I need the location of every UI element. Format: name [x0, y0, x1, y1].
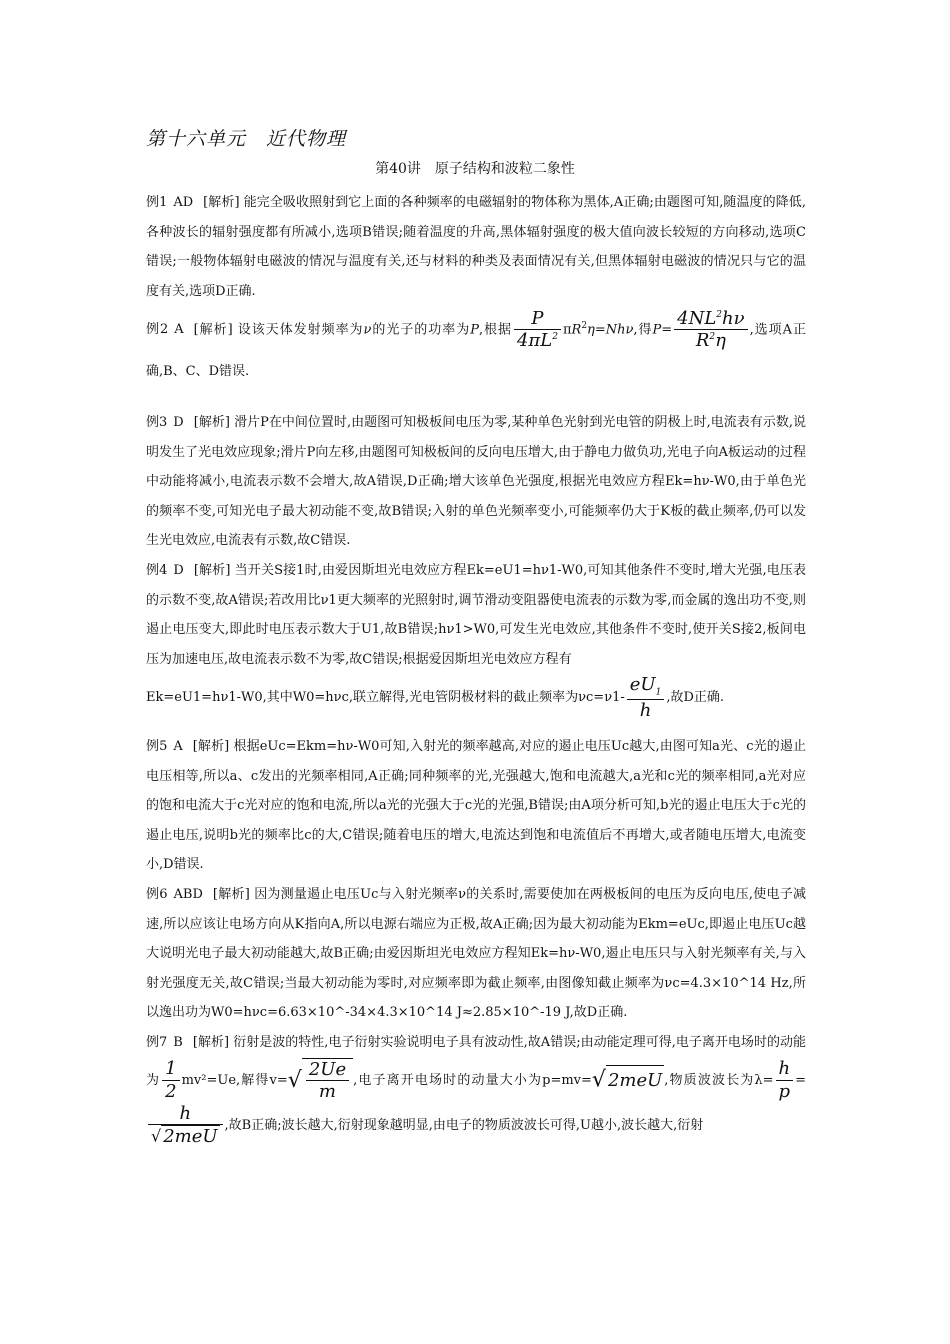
example-text: mv²=Ue,解得v= — [181, 1072, 288, 1088]
unit-title: 第十六单元 近代物理 — [146, 128, 347, 150]
example-answer: D — [173, 415, 184, 430]
example-text: ,故B正确;波长越大,衍射现象越明显,由电子的物质波波长可得,U越小,波长越大,衍射 — [224, 1117, 704, 1133]
analysis-tag: [解析] — [212, 887, 250, 902]
result-fraction: $\frac{4NL^2h\nu}{R^2\eta}$ — [674, 308, 747, 352]
example-label: 例7 — [146, 1035, 168, 1050]
analysis-tag: [解析] — [192, 1035, 230, 1050]
wavelength-fraction: $\frac{h}{\text{√ 2meU}}$ — [148, 1103, 223, 1148]
example-answer: A — [174, 322, 184, 338]
example-text: 因为测量遏止电压Uc与入射光频率ν的关系时,需要使加在两极板间的电压为反向电压,使电子减速,所以应该让电场方向从K指向A,所以电源右端应为正极,故A正确;因为最大初动能为Ekm=eUc,即遏止电压Uc越大说明光电子最大初动能越大,故B正确;由爱因斯坦光电效应方程知Ek=hν-W0,遏止电压只与入射光频率有关,与入射光强度无关,故C错误;当最大初动能为零时,对应频率即为截止频率,由图像知截止频率为νc=4.3×10^14 Hz,所以逸出功为W0=hνc=6.63×10^-34×4.3×10^14 J≈2.85×10^-19 J,故D正确. — [146, 887, 806, 1021]
analysis-tag: [解析] — [193, 322, 233, 338]
example-text: 当开关S接1时,由爱因斯坦光电效应方程Ek=eU1=hν1-W0,可知其他条件不变时,增大光强,电压表的示数不变,故A错误;若改用比ν1更大频率的光照射时,调节滑动变阻器使电流表的示数为零,而金属的逸出功不变,则遏止电压变大,即此时电压表示数大于U1,故B错误;hν1>W0,可发生光电效应,其他条件不变时,使开关S接2,板间电压为加速电压,故电流表示数不为零,故C错误;根据爱因斯坦光电效应方程有 — [146, 563, 806, 667]
example-text: ,物质波波长为λ= — [664, 1072, 774, 1088]
example-text: ,电子离开电场时的动量大小为p=mv= — [353, 1072, 592, 1088]
example-answer: B — [173, 1035, 183, 1050]
power-fraction: $\frac{P}{4\pi L^2}$ — [514, 308, 561, 352]
example-6 — [146, 880, 806, 1028]
analysis-tag: [解析] — [192, 739, 230, 754]
example-answer: ABD — [173, 887, 203, 902]
example-text: Ek=eU1=hν1-W0,其中W0=hνc,联立解得,光电管阴极材料的截止频率为νc=ν1- — [146, 690, 625, 706]
analysis-tag: [解析] — [193, 563, 231, 578]
example-answer: AD — [173, 195, 194, 210]
analysis-tag: [解析] — [203, 195, 240, 210]
example-text: 设该天体发射频率为 — [237, 322, 364, 338]
example-label: 例1 — [146, 195, 168, 210]
example-text: ,选项A正确,B、C、D错误. — [146, 322, 806, 379]
example-2: 例2 A [解析] 设该天体发射频率为ν的光子的功率为P,根据 $\frac{P}{4\pi L^2}$ $\pi R^2\eta=Nh\nu$,得P= $\frac{4NL^2h\nu}{R^2\eta}$ ,选项A正确,B、C、D错误. — [146, 307, 806, 379]
example-4-formula-line — [146, 674, 806, 722]
example-text: 滑片P在中间位置时,由题图可知极板间电压为零,某种单色光射到光电管的阴极上时,电流表有示数,说明发生了光电效应现象;滑片P向左移,由题图可知极板间的反向电压增大,由于静电力做负功,光电子向A板运动的过程中动能将减小,电流表示数不会增大,故A错误,D正确;增大该单色光强度,根据光电效应方程Ek=hν-W0,由于单色光的频率不变,可知光电子最大初动能不变,故B错误;入射的单色光频率变小,可能频率仍大于K板的截止频率,仍可以发生光电效应,电流表有示数,故C错误. — [146, 415, 806, 549]
cutoff-fraction: $\frac{eU_1}{h}$ — [627, 674, 665, 721]
example-text: = — [594, 322, 606, 338]
example-text: 根据eUc=Ekm=hν-W0可知,入射光的频率越高,对应的遏止电压Uc越大,由图可知a光、c光的遏止电压相等,所以a、c发出的光频率相同,A正确;同种频率的光,光强越大,饱和电流越大,a光和c光的频率相同,a光对应的饱和电流大于c光对应的饱和电流,所以a光的光强大于c光的光强,B错误;由A项分析可知,b光的遏止电压大于c光的遏止电压,说明b光的频率比c的大,C错误;随着电压的增大,电流达到饱和电流值后不再增大,或者随电压增大,电流变小,D错误. — [146, 739, 806, 873]
example-text: 的光子的功率为 — [371, 322, 471, 338]
example-1 — [146, 188, 806, 306]
example-text: 衍射是波的特性,电子衍射实验说明电子具有波动性,故A错误;由动能定理可得,电子离开电场时的动能为 — [146, 1035, 806, 1088]
example-text: ,故D正确. — [666, 690, 725, 706]
example-answer: D — [173, 563, 184, 578]
example-text: 能完全吸收照射到它上面的各种频率的电磁辐射的物体称为黑体,A正确;由题图可知,随温度的降低,各种波长的辐射强度都有所减小,选项B错误;随着温度的升高,黑体辐射强度的极大值向波长较短的方向移动,选项C错误;一般物体辐射电磁波的情况与温度有关,还与材料的种类及表面情况有关,但黑体辐射电磁波的情况只与它的温度有关,选项D正确. — [146, 195, 806, 299]
h-over-p-fraction: $\frac{h}{p}$ — [776, 1058, 794, 1102]
example-label: 例2 — [146, 322, 169, 338]
momentum-sqrt: √ 2meU — [592, 1065, 664, 1096]
analysis-tag: [解析] — [193, 415, 230, 430]
example-label: 例6 — [146, 887, 168, 902]
example-5 — [146, 732, 806, 880]
example-label: 例4 — [146, 563, 168, 578]
example-3 — [146, 408, 806, 556]
example-label: 例3 — [146, 415, 168, 430]
example-4 — [146, 556, 806, 722]
half-fraction: $\frac{1}{2}$ — [162, 1058, 179, 1102]
velocity-sqrt: √ $\frac{2Ue}{m}$ — [288, 1058, 353, 1103]
example-answer: A — [173, 739, 183, 754]
example-7: 例7 B [解析] 衍射是波的特性,电子衍射实验说明电子具有波动性,故A错误;由动能定理可得,电子离开电场时的动能为 $\frac{1}{2}$ mv²=Ue,解得v=√ $\frac{2Ue}{m}$ ,电子离开电场时的动量大小为p=mv=√ 2meU ,物质波波长为λ= $\frac{h}{p}$ = $\frac{h}{\text{√ 2meU}}$ ,故B正确;波长越大,衍射现象越明显,由电子的物质波波长可得,U越小,波长越大,衍射 — [146, 1035, 806, 1148]
example-label: 例5 — [146, 739, 168, 754]
example-text: ,根据 — [478, 322, 512, 338]
example-text: ,得 — [633, 322, 653, 338]
lecture-title: 第40讲 原子结构和波粒二象性 — [375, 161, 575, 177]
